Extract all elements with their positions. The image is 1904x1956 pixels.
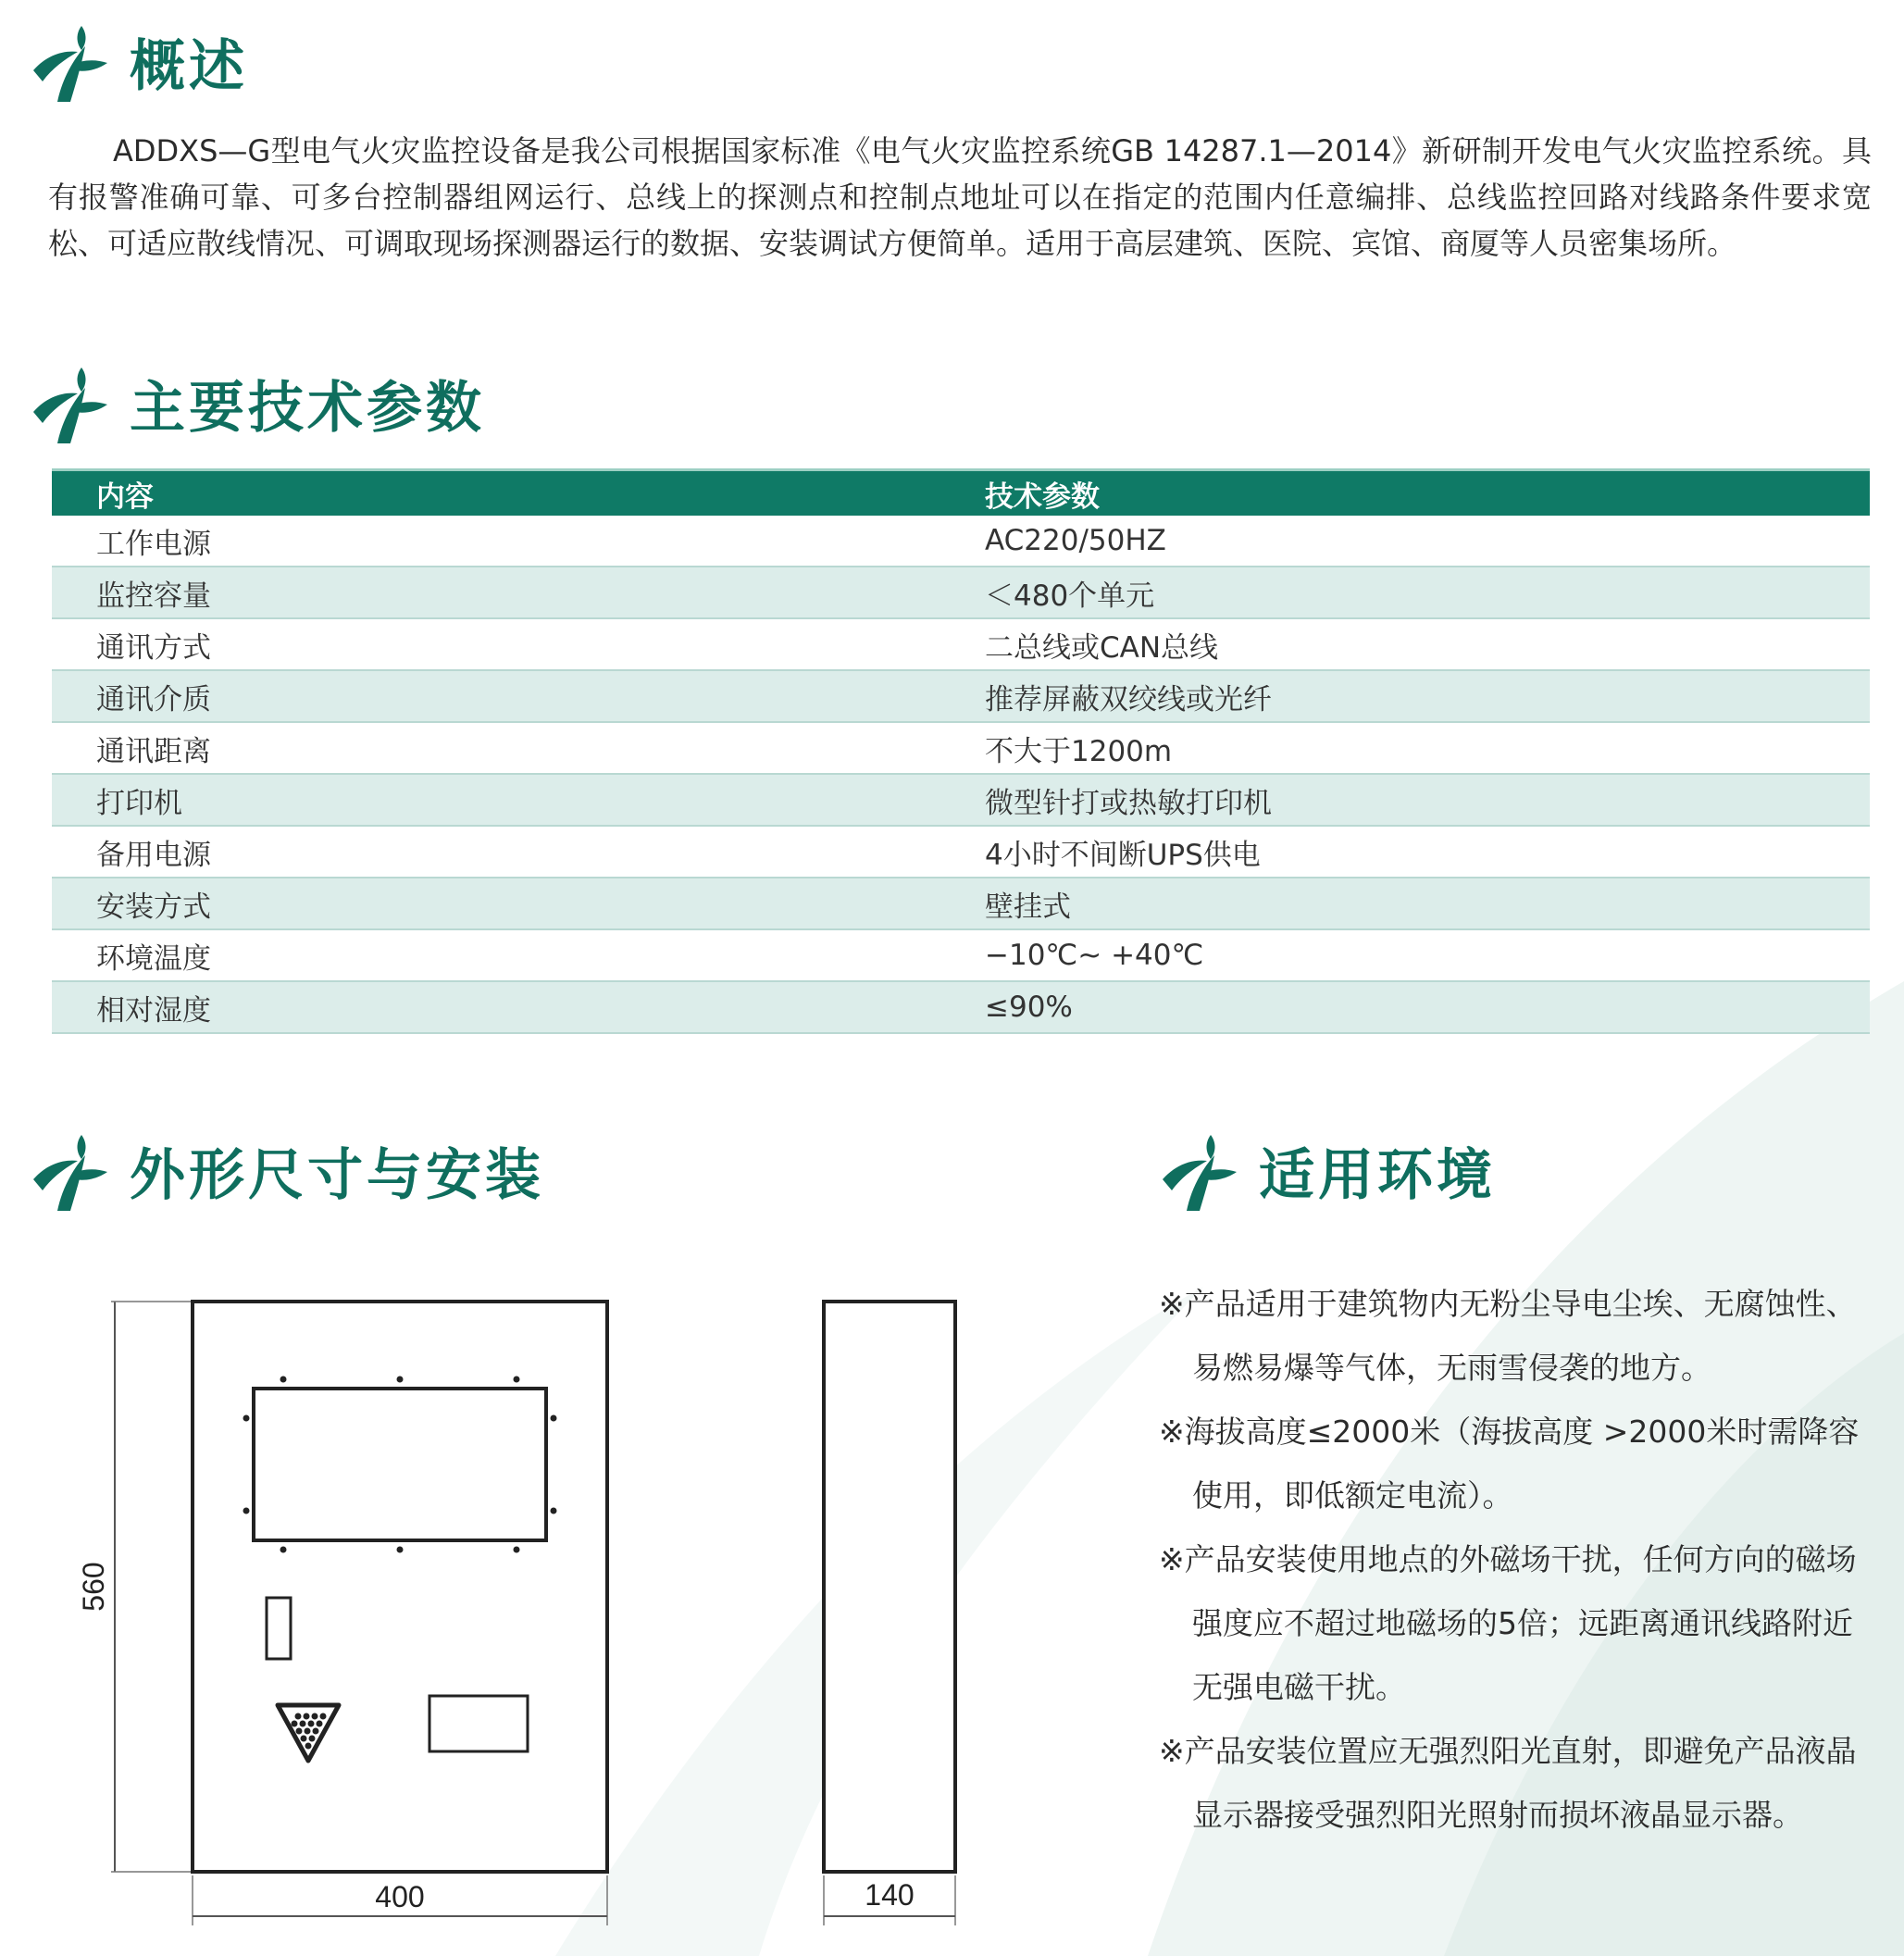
width-dimension [193, 1875, 607, 1925]
environment-list [1159, 1272, 1862, 1847]
specs-title: 主要技术参数 [130, 376, 485, 441]
specs-table-header-row [52, 470, 1870, 517]
cabinet-side-view [824, 1302, 955, 1872]
spec-label: 工作电源 [52, 516, 940, 567]
spec-label: 通讯介质 [52, 670, 940, 722]
specs-heading [30, 364, 485, 443]
table-row [52, 567, 1870, 618]
width-label: 400 [375, 1880, 425, 1913]
table-row [52, 670, 1870, 722]
cabinet-front-view [193, 1302, 607, 1872]
spec-value: 微型针打或热敏打印机 [940, 774, 1870, 826]
spec-label: 备用电源 [52, 826, 940, 878]
spec-value: 二总线或CAN总线 [940, 618, 1870, 670]
display-window [254, 1389, 546, 1540]
brand-leaf-icon [30, 22, 109, 102]
spec-value: 推荐屏蔽双绞线或光纤 [940, 670, 1870, 722]
specs-header-parameter: 技术参数 [940, 470, 1870, 517]
table-row [52, 981, 1870, 1033]
spec-label: 环境温度 [52, 929, 940, 981]
dimensions-title: 外形尺寸与安装 [130, 1143, 544, 1208]
spec-value: 壁挂式 [940, 878, 1870, 929]
list-item: ※产品安装使用地点的外磁场干扰，任何方向的磁场强度应不超过地磁场的5倍；远距离通讯线路附近无强电磁干扰。 [1159, 1541, 1857, 1705]
spec-value: AC220/50HZ [940, 516, 1870, 567]
spec-value: 不大于1200m [940, 722, 1870, 774]
spec-label: 相对湿度 [52, 981, 940, 1033]
table-row [52, 878, 1870, 929]
environment-title: 适用环境 [1259, 1143, 1496, 1208]
table-row [52, 774, 1870, 826]
list-item: ※产品适用于建筑物内无粉尘导电尘埃、无腐蚀性、易燃易爆等气体，无雨雪侵袭的地方。 [1159, 1286, 1857, 1386]
switch-slot [267, 1598, 291, 1659]
overview-heading [30, 22, 248, 102]
spec-label: 监控容量 [52, 567, 940, 618]
spec-label: 安装方式 [52, 878, 940, 929]
spec-value: ＜480个单元 [940, 567, 1870, 618]
height-dimension [77, 1302, 193, 1872]
spec-label: 通讯方式 [52, 618, 940, 670]
spec-value: 4小时不间断UPS供电 [940, 826, 1870, 878]
overview-title: 概述 [130, 34, 248, 99]
dimension-drawing [56, 1277, 981, 1944]
depth-dimension [824, 1875, 955, 1925]
printer-slot [429, 1696, 528, 1751]
spec-value: ≤90% [940, 981, 1870, 1033]
table-row [52, 929, 1870, 981]
dimensions-heading [30, 1131, 544, 1211]
height-label: 560 [77, 1562, 110, 1612]
overview-paragraph: ADDXS—G型电气火灾监控设备是我公司根据国家标准《电气火灾监控系统GB 14287.1—2014》新研制开发电气火灾监控系统。具有报警准确可靠、可多台控制器组网运行、总线上的探测点和控制点地址可以在指定的范围内任意编排、总线监控回路对线路条件要求宽松、可适应散线情况、可调取现场探测器运行的数据、安装调试方便简单。适用于高层建筑、医院、宾馆、商厦等人员密集场所。 [48, 133, 1872, 261]
brand-leaf-icon [1159, 1131, 1238, 1211]
spec-label: 通讯距离 [52, 722, 940, 774]
brand-leaf-icon [30, 364, 109, 443]
table-row [52, 722, 1870, 774]
specs-header-content: 内容 [52, 470, 940, 517]
brand-leaf-icon [30, 1131, 109, 1211]
environment-heading [1159, 1131, 1496, 1211]
spec-label: 打印机 [52, 774, 940, 826]
depth-label: 140 [865, 1878, 915, 1912]
specs-table [52, 468, 1870, 1034]
list-item: ※产品安装位置应无强烈阳光直射，即避免产品液晶显示器接受强烈阳光照射而损坏液晶显示器。 [1159, 1733, 1857, 1833]
table-row [52, 618, 1870, 670]
table-row [52, 516, 1870, 567]
list-item: ※海拔高度≤2000米（海拔高度 >2000米时需降容使用，即低额定电流）。 [1159, 1414, 1860, 1514]
spec-value: −10℃~ +40℃ [940, 929, 1870, 981]
table-row [52, 826, 1870, 878]
overview-body [48, 128, 1872, 267]
